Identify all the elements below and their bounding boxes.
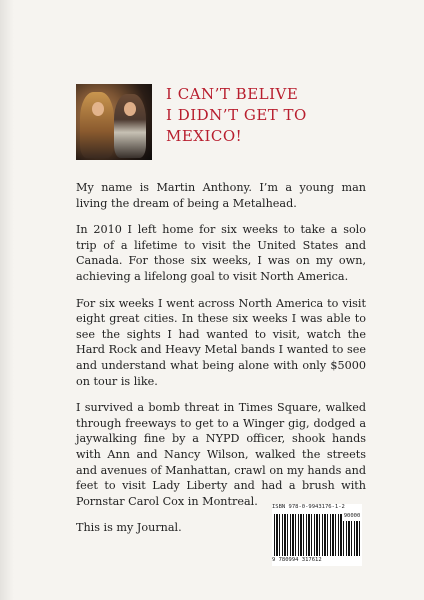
title-line-2: I DIDN’T GET TO xyxy=(166,106,307,124)
photo-face-left xyxy=(92,102,104,116)
blurb xyxy=(76,180,366,547)
author-photo xyxy=(76,84,152,160)
blurb-paragraph-2: In 2010 I left home for six weeks to take a solo trip of a lifetime to visit the United States and Canada. For those six weeks, I was on my own, achieving a lifelong goal to visit North America. xyxy=(76,223,366,283)
price-code: 90000 xyxy=(343,513,361,519)
blurb-paragraph-4: I survived a bomb threat in Times Square, walked through freeways to get to a Winger gig, dodged a jaywalking fine by a NYPD officer, shook hands with Ann and Nancy Wilson, walked the streets and avenues of Manhattan, crawl on my hands and feet to visit Lady Liberty and had a brush with Pornstar Carol Cox in Montreal. xyxy=(76,401,366,508)
title-line-1: I CAN’T BELIVE xyxy=(166,85,299,103)
spine-shadow xyxy=(0,0,14,600)
blurb-paragraph-1: My name is Martin Anthony. I’m a young man living the dream of being a Metalhead. xyxy=(76,181,366,210)
blurb-paragraph-3: For six weeks I went across North America to visit eight great cities. In these six weeks I was able to see the sights I had wanted to visit, watch the Hard Rock and Heavy Metal bands I wanted to see and understand what being alone with only $5000 on tour is like. xyxy=(76,296,366,388)
isbn-barcode xyxy=(272,504,362,566)
ean-digits: 9 780994 317612 xyxy=(272,557,322,563)
book-title xyxy=(166,84,366,147)
isbn-label: ISBN 978-0-9943176-1-2 xyxy=(272,504,345,510)
photo-face-right xyxy=(124,102,136,116)
blurb-paragraph-5: This is my Journal. xyxy=(76,521,182,535)
title-line-3: MEXICO! xyxy=(166,127,243,145)
